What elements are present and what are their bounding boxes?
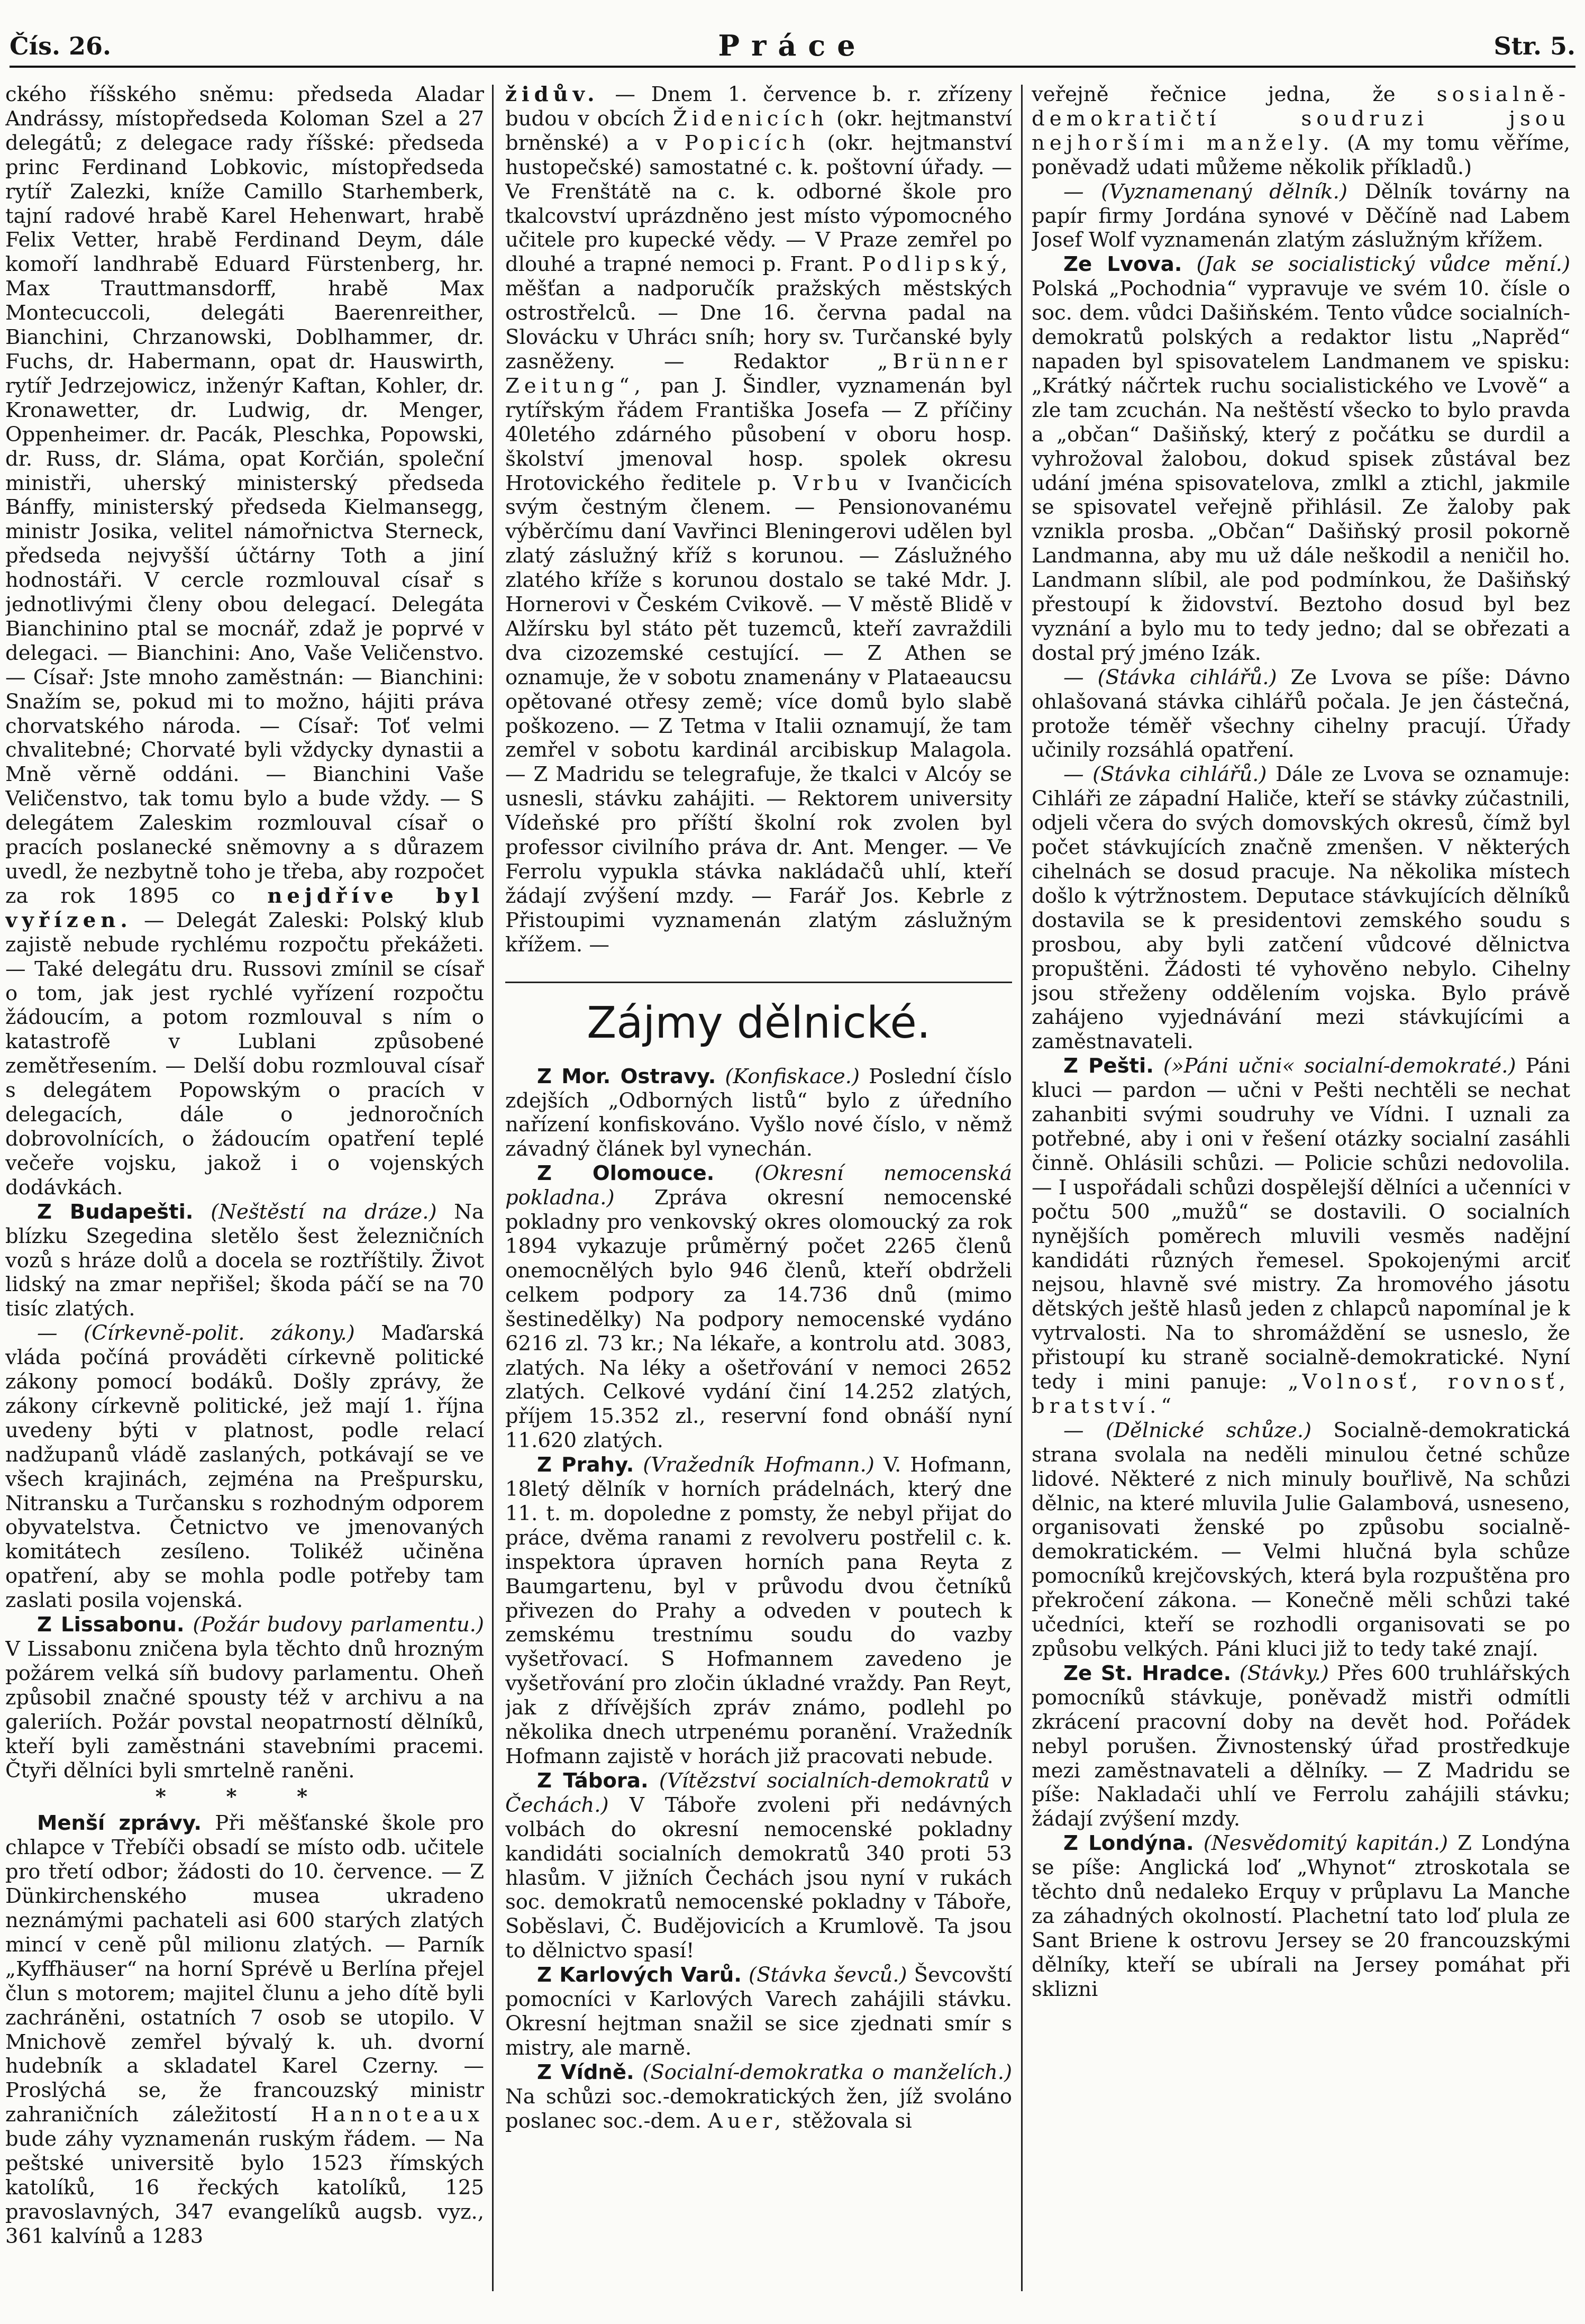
article-karlovy-vary bbox=[505, 1963, 1012, 2060]
article-text: (okr. hejtmanství hustopečské) samostatné c. k. poštovní úřady. — Ve Frenštátě na c. k. odborné škole pro tkalcovství uprázdněno jest místo výpomocného učitele pro kupecké vědy. — V Praze zemřel po dlouhé a trapné nemoci p. Frant. bbox=[505, 131, 1012, 277]
article-place: Z Karlových Varů. bbox=[537, 1963, 742, 1987]
article-text: pan J. Šindler, vyznamenán byl rytířským řádem Františka Josefa — Z příčiny 40letého zdárného působení v oboru hosp. školství jmenoval hosp. spolek okresu Hrotovického ředitele p. bbox=[505, 374, 1012, 495]
article-subtitle: (»Páni učni« socialní-demokraté.) bbox=[1163, 1054, 1516, 1078]
article-spaced-text: Popicích bbox=[684, 131, 810, 155]
article-text: v Ivančicích svým čestným členem. — Pensionovanému výběrčímu daní Vavřinci Bleningerovi udělen byl zlatý záslužný kříž s korunou. — Záslužného zlatého kříže s korunou dostalo se také Mdr. J. Hornerovi v Českém Cvikově. — V městě Blidě v Alžírsku byl státo pět tuzemců, kteří zavraždili dva cizozemské cestující. — Z Athen se oznamuje, že v sobotu znamenány v Plataeaucsu opětované otřesy země; více domů bylo slabě poškozeno. — Z Tetma v Italii oznamují, že tam zemřel v sobotu kardinál arcibiskup Malagola. — Z Madridu se telegrafuje, že tkalci v Alcóy se usnesli, stávku zahájiti. — Rektorem university Vídeňské pro příští školní rok zvolen byl professor civilního práva dr. Ant. Menger. — Ve Ferrolu vypukla stávka nakládačů uhlí, kteří žádají zvýšení mzdy. — Farář Jos. Kebrle z Přistoupimi vyznamenán zlatým záslužným křížem. — bbox=[505, 471, 1012, 957]
article-text: Socialně-demokratická strana svolala na neděli minulou četné schůze lidové. Některé z nich minuly bouřlivě, Na schůzi dělnic, na které mluvila Julie Galambová, usneseno, organisovati ženské po způsobu socialně-demokratickém. — Velmi hlučná byla schůze pomocníků krejčovských, která byla rozpuštěna pro překročení zákona. — Konečně měli schůzi také učedníci, kteří se rozhodli organisovati se po způsobu velkých. Páni kluci již to tedy také znají. bbox=[1032, 1418, 1570, 1661]
article-text: — Dnem 1. července b. r. zřízeny budou v obcích bbox=[505, 83, 1012, 131]
section-title: Zájmy dělnické. bbox=[505, 982, 1012, 1050]
article-place: Z Mor. Ostravy. bbox=[537, 1064, 716, 1088]
article-budapest bbox=[5, 1200, 484, 1322]
article-subtitle: — (Dělnické schůze.) bbox=[1063, 1418, 1312, 1442]
article-subtitle: (Stávka ševců.) bbox=[749, 1963, 907, 1987]
article-text: ckého říšského sněmu: předseda Aladar Andrássy, místopředseda Koloman Szel a 27 delegátů; z delegace rady říšské: předseda princ Ferdinand Lobkovic, místopředseda rytíř Zalezki, kníže Camillo Starhemberk, tajní radové hrabě Karel Hehenwart, hrabě Felix Vetter, hrabě Ferdinand Deym, dále komoří landhrabě Eduard Fürstenberg, hr. Max Trauttmansdorff, hrabě Max Montecuccoli, delegáti Baerenreither, Bianchini, Chrzanowski, Doblhammer, dr. Fuchs, dr. Habermann, opat dr. Hauswirth, rytíř Jedrzejowicz, inženýr Kaftan, Kohler, dr. Kronawetter, dr. Ludwig, dr. Menger, Oppenheimer. dr. Pacák, Pleschka, Popowski, dr. Russ, dr. Sláma, opat Korčián, společní ministři, uherský ministerský předseda Bánffy, ministerský předseda Kielmansegg, ministr Josika, velitel námořnictva Sterneck, předseda nejvyšší účtárny Toth a jiní hodnostáři. V cercle rozmlouval císař s jednotlivými členy obou delegací. Delegáta Bianchinino ptal se mocnář, zdaž je poprvé v delegaci. — Bianchini: Ano, Vaše Veličenstvo. — Císař: Jste mnoho zaměstnán: — Bianchini: Snažím se, pokud mi to možno, hájiti práva chorvatského národa. — Císař: Toť velmi chvalitebné; Chorvaté byli vždycky dynastii a Mně věrně oddáni. — Bianchini Vaše Veličenstvo, tak tomu bylo a bude vždy. — S delegátem Zaleskim rozmlouval císař o pracích poslanecké sněmovny a s důrazem uvedl, že nezbytně toho je třeba, aby rozpočet za rok 1895 co bbox=[5, 83, 484, 908]
article-text: Z Londýna se píše: Anglická loď „Whynot“ ztroskotala se těchto dnů nedaleko Erquy v průplavu La Manche za záhadných okolností. Plachetní tato loď plula ze Sant Briene k ostrovu Jersey se 20 francouzskými dělníky, kteří se ubírali na Jersey pomáhat při sklizni bbox=[1032, 1831, 1570, 2001]
article-place: Ze Lvova. bbox=[1063, 252, 1182, 277]
article-subtitle: — (Vyznamenaný dělník.) bbox=[1063, 179, 1347, 204]
article-text: veřejně řečnice jedna, že bbox=[1032, 83, 1396, 106]
article-place: Z Prahy. bbox=[537, 1453, 634, 1477]
newspaper-title: Práce bbox=[718, 29, 867, 62]
article-londyn bbox=[1032, 1831, 1570, 2001]
page-header bbox=[10, 21, 1575, 69]
article-text: Polská „Pochodnia“ vypravuje ve svém 10. čísle o soc. dem. vůdci Dašiňském. Tento vůdce socialních-demokratů polských a redaktor listu „Naprěd“ napaden byl spisovatelem Landmanem ve spisku: „Krátký náčrtek ruchu socialistického ve Lvově“ a zle tam zcuchán. Na neštěstí všecko to bylo pravda a „občan“ Dašiňský, který z počátku se durdil a vyhrožoval žalobou, dokud spisek zůstával bez udání jména spisovatelova, zmlkl a ztichl, jakmile se spisovatel veřejně přihlásil. Ze žaloby pak vznikla prosba. „Občan“ Dašiňský prosil pokorně Landmanna, aby mu už dále neškodil a neničil ho. Landmann slíbil, ale pod podmínkou, že Dašiňský přestoupí k židovství. Beztoho dosud byl bez vyznání a bylo mu to tedy jedno; dal se obřezati a dostal prý jméno Izák. bbox=[1032, 277, 1570, 665]
header-rule bbox=[10, 66, 1575, 68]
article-subtitle: (Požár budovy parlamentu.) bbox=[193, 1613, 484, 1637]
article-subtitle: (Nesvědomitý kapitán.) bbox=[1203, 1831, 1449, 1856]
page-number: Str. 5. bbox=[1493, 32, 1575, 60]
article-text: — Delegát Zaleski: Polský klub zajistě nebude rychlému rozpočtu překážeti. — Také delegátu dru. Russovi zmínil se císař o tom, jak jest rychlé vyřízení rozpočtu žádoucím, a potom rozmlouval s ním o katastrofě v Lublani způsobené zemětřesením. — Delší dobu rozmlouval císař s delegátem Popowským o pracích v delegacích, dále o jednoročních dobrovolnících, o žádoucím opatření teplé večeře vojsku, jakož i o vojenských dodávkách. bbox=[5, 908, 484, 1200]
article-subtitle: (Jak se socialistický vůdce mění.) bbox=[1196, 252, 1570, 277]
article-text: Ze Lvova se píše: Dávno ohlašovaná stávka cihlářů počala. Je jen částečná, protože téměř všechny cihelny pracují. Úřady učinily rozsáhlá opatření. bbox=[1032, 665, 1570, 762]
article-spaced-text: nejdříve byl vyřízen. bbox=[5, 884, 484, 932]
article-subtitle: — (Stávka cihlářů.) bbox=[1063, 665, 1277, 689]
article-spaced-text: „Volnosť, rovnosť, bratství.“ bbox=[1032, 1370, 1570, 1418]
article-spaced-text: Auer, bbox=[708, 2109, 786, 2133]
article-place: Z Vídně. bbox=[537, 2060, 634, 2084]
article-place: Z Pešti. bbox=[1063, 1054, 1154, 1078]
article-subtitle: — (Církevně-polit. zákony.) bbox=[37, 1321, 355, 1346]
article-place: Menší zprávy. bbox=[37, 1811, 202, 1836]
article-subtitle: (Stávky.) bbox=[1239, 1661, 1329, 1685]
article-text: V Lissabonu zničena byla těchto dnů hrozným požárem velká síň budovy parlamentu. Oheň způsobil značné spousty též v archivu a na galeriích. Požár povstal neopatrností dělníků, kteří byli zaměstnáni stavebními pracemi. Čtyři dělníci byli smrtelně raněni. bbox=[5, 1637, 484, 1783]
article-place: Z Lissabonu. bbox=[37, 1613, 185, 1637]
column-1 bbox=[5, 83, 484, 2294]
column-divider bbox=[1021, 85, 1023, 2291]
article-subtitle: — (Stávka cihlářů.) bbox=[1063, 762, 1267, 787]
article-place: Ze St. Hradce. bbox=[1063, 1661, 1232, 1685]
column-2 bbox=[505, 83, 1012, 2294]
article-text: bude záhy vyznamenán ruským řádem. — Na peštské universitě bylo 1523 římských katolíků, 16 řeckých katolíků, 125 pravoslavných, 347 evangelíků augsb. vyz., 361 kalvínů a 1283 bbox=[5, 2127, 484, 2248]
article-text: měšťan a nadporučík pražských městských ostrostřelců. — Dne 16. června padal na Slovácku v Uhrácı sníh; hory sv. Turčanské byly zasněženy. — Redaktor bbox=[505, 277, 1012, 374]
article-spaced-text: „Brünner Zeitung“, bbox=[505, 349, 1012, 398]
article-spaced-text: Židenicích bbox=[672, 106, 829, 131]
article-spaced-text: Hannoteaux bbox=[311, 2103, 484, 2127]
article-cihlari-1 bbox=[1032, 666, 1570, 763]
article-text: Zpráva okresní nemocenské pokladny pro venkovský okres olomoucký za rok 1894 vykazuje průměrný počet 2265 členů onemocnělých bylo 946 členů, kteří obdrželi celkem podpory za 14.736 dnů (mimo šestinedělky) Na podpory nemocenské vydáno 6216 zl. 73 kr.; Na lékaře, a kontrolu atd. 3083, zlatých. Na léky a ošetřování v nemoci 2652 zlatých. Celkové vydání činí 14.252 zlatých, příjem 15.352 zl., reservní fond obnáší nyní 11.620 zlatých. bbox=[505, 1186, 1012, 1453]
article-text: V. Hofmann, 18letý dělník v horních prádelnách, který dne 11. t. m. dopoledne z pomsty, že nebyl přijat do práce, dvěma ranami z revolveru postřelil c. k. inspektora úpraven horních pana Reyta z Baumgartenu, byl v průvodu dvou četníků přivezen do Prahy a odveden v poutech k zemskému trestnímu soudu do vazby vyšetřovací. S Hofmannem zavedeno je vyšetřování pro zločin úkladné vraždy. Pan Reyt, jak z dřívějších zpráv známo, podlehl po několika dnech utrpenému poranění. Vražedník Hofmann zajistě v horách již pracovati nebude. bbox=[505, 1453, 1012, 1768]
article-text: Ševcovští pomocníci v Karlových Varech zahájili stávku. Okresní hejtman snažil se sice zjednati smír s mistry, ale marně. bbox=[505, 1963, 1012, 2060]
article-text: Maďarská vláda počíná prováděti církevně politické zákony pomocí bodáků. Došly zprávy, že zákony církevně politické, jež mají 1. října uvedeny býti v platnost, podle relací nadžupanů vládě zaslaných, potkávají se ve všech krajinách, zejména na Prešpursku, Nitransku a Turčansku s rozhodným odporem obyvatelstva. Četnictvo ve jmenovaných komitátech zesíleno. Tolikéž učiněna opatření, aby se mohla podle potřeby tam zaslati posila vojenská. bbox=[5, 1321, 484, 1613]
article-viden-cont bbox=[1032, 83, 1570, 180]
article-spaced-text: sosialně-demokratičtí soudruzi jsou nejhoršími manžely. bbox=[1032, 83, 1570, 155]
article-subtitle: (Vražedník Hofmann.) bbox=[643, 1453, 875, 1477]
column-divider bbox=[492, 85, 494, 2291]
article-cirkevne bbox=[5, 1321, 484, 1613]
article-text: V Táboře zvoleni při nedávných volbách do okresní nemocenské pokladny kandidáti socialních demokratů 340 proti 53 hlasům. V jižních Čechách jsou nyní v rukách soc. demokratů nemocenské pokladny v Táboře, Soběslavi, Č. Budějovicích a Krumlově. Ta jsou to dělnictvo spasí! bbox=[505, 1793, 1012, 1963]
article-tabor bbox=[505, 1769, 1012, 1963]
article-text: Páni kluci — pardon — učni v Pešti nechtěli se nechat zahanbiti svými soudruhy ve Vídni. I uznali za potřebné, aby i oni v řešení otázky socialní zasáhli činně. Ohlásili schůzi. — Policie schůzi nedovolila. — I uspořádali schůzi dospělejší dělníci a učenníci v počtu 500 „mužů“ se dostavili. O socialních nynějších poměrech mluvili vesměs nadějní kandidáti různých řemesel. Spokojenými arciť nejsou, hlavně své mistry. Za hromového jásotu dětských ještě hlasů jeden z chlapců napomínal je k vytrvalosti. Na to shromáždění se usneslo, že přistoupí ku straně socialně-demokratické. Nyní tedy i mini panuje: bbox=[1032, 1054, 1570, 1394]
article-subtitle: (Neštěstí na dráze.) bbox=[211, 1200, 437, 1224]
article-vyznamenany bbox=[1032, 180, 1570, 253]
article-text: Na blízku Szegedina sletělo šest železničních vozů s hráze dolů a docela se roztříštily. Život lidský na zmar nepřišel; škoda páčí se na 70 tisíc zlatých. bbox=[5, 1200, 484, 1321]
article-olomouc bbox=[505, 1161, 1012, 1453]
article-delegation bbox=[5, 83, 484, 1200]
article-pest bbox=[1032, 1054, 1570, 1419]
article-ostrava bbox=[505, 1065, 1012, 1162]
article-place: Z Olomouce. bbox=[537, 1161, 715, 1186]
article-st-hradec bbox=[1032, 1662, 1570, 1831]
article-subtitle: (Konfiskace.) bbox=[725, 1064, 860, 1088]
section-separator: * * * bbox=[155, 1785, 334, 1809]
article-mensi-zpravy bbox=[5, 1811, 484, 2248]
article-text: stěžovala si bbox=[792, 2109, 912, 2133]
article-spaced-text: Vrbu bbox=[793, 471, 863, 495]
article-spaced-text: Podlipský, bbox=[862, 252, 1012, 277]
article-place: Z Tábora. bbox=[537, 1768, 649, 1793]
article-text: (A my tomu věříme, poněvadž udati můžeme několik příkladů.) bbox=[1032, 131, 1570, 179]
article-text: Přes 600 truhlářských pomocníků stávkuje, poněvadž mistři odmítli zkrácení pracovní doby na devět hod. Pořádek nebyl porušen. Živnostenský úřad prostředkuje mezi zaměstnavateli a dělníky. — Z Madridu se píše: Nakladači uhlí ve Ferrolu zahájili stávku; žádají zvýšení mzdy. bbox=[1032, 1661, 1570, 1831]
article-subtitle: (Vítězství socialních-demokratů v Čechách.) bbox=[505, 1768, 1012, 1817]
article-praha bbox=[505, 1453, 1012, 1769]
article-text: Při měšťanské škole pro chlapce v Třebíči obsadí se místo odb. učitele pro třetí odbor; žádosti do 10. července. — Z Dünkirchenského musea ukradeno neznámými pachateli asi 600 starých zlatých mincí v ceně půl milionu zlatých. — Parník „Kyffhäuser“ na horní Sprévě u Berlína přejel člun s motorem; majitel člunu a jeho dítě byli zachráněni, ostatních 7 osob se utopilo. V Mnichově zemřel bývalý k. uh. dvorní hudebník a skladatel Karel Czerny. — Proslýchá se, že francouzský ministr zahraničních záležitostí bbox=[5, 1811, 484, 2127]
article-delnicke-schuze bbox=[1032, 1419, 1570, 1662]
article-text: Dále ze Lvova se oznamuje: Cihláři ze západní Haliče, kteří se stávky zúčastnili, odjeli včera do svých domovských okresů, čímž byl počet stávkujících značně zmenšen. V některých cihelnách se dosud pracuje. Na několika místech došlo k výtržnostem. Deputace stávkujících dělníků dostavila se k presidentovi zemského soudu s prosbou, aby byli zatčení vůdcové dělnictva propuštěni. Žádosti té vyhověno nebylo. Cihelny jsou střeženy oddělením vojska. Bylo právě zahájeno vyjednávání mezi stávkujícími a zaměstnavateli. bbox=[1032, 762, 1570, 1054]
article-zpravy-cont bbox=[505, 83, 1012, 957]
article-place: Z Budapešti. bbox=[37, 1200, 194, 1224]
article-spaced-text: židův. bbox=[505, 83, 599, 106]
article-place: Z Londýna. bbox=[1063, 1831, 1194, 1856]
article-text: Dělník továrny na papír firmy Jordána synové v Děčíně nad Labem Josef Wolf vyznamenán zlatým záslužným křížem. bbox=[1032, 179, 1570, 252]
issue-number: Čís. 26. bbox=[10, 32, 112, 60]
article-subtitle: (Okresní nemocenská pokladna.) bbox=[505, 1161, 1012, 1210]
article-text: (okr. hejtmanství brněnské) a v bbox=[505, 106, 1012, 155]
article-lisbon bbox=[5, 1613, 484, 1783]
article-text: Poslední číslo zdejších „Odborných listů“ bylo z úředního nařízení konfiskováno. Vyšlo nové číslo, v němž závadný článek byl vynechán. bbox=[505, 1064, 1012, 1161]
article-subtitle: (Socialní-demokratka o manželích.) bbox=[642, 2060, 1012, 2084]
article-viden bbox=[505, 2060, 1012, 2134]
article-cihlari-2 bbox=[1032, 762, 1570, 1054]
article-text: Na schůzi soc.-demokratických žen, jíž svoláno poslanec soc.-dem. bbox=[505, 2084, 1012, 2133]
column-3 bbox=[1032, 83, 1570, 2294]
article-lvov bbox=[1032, 252, 1570, 665]
